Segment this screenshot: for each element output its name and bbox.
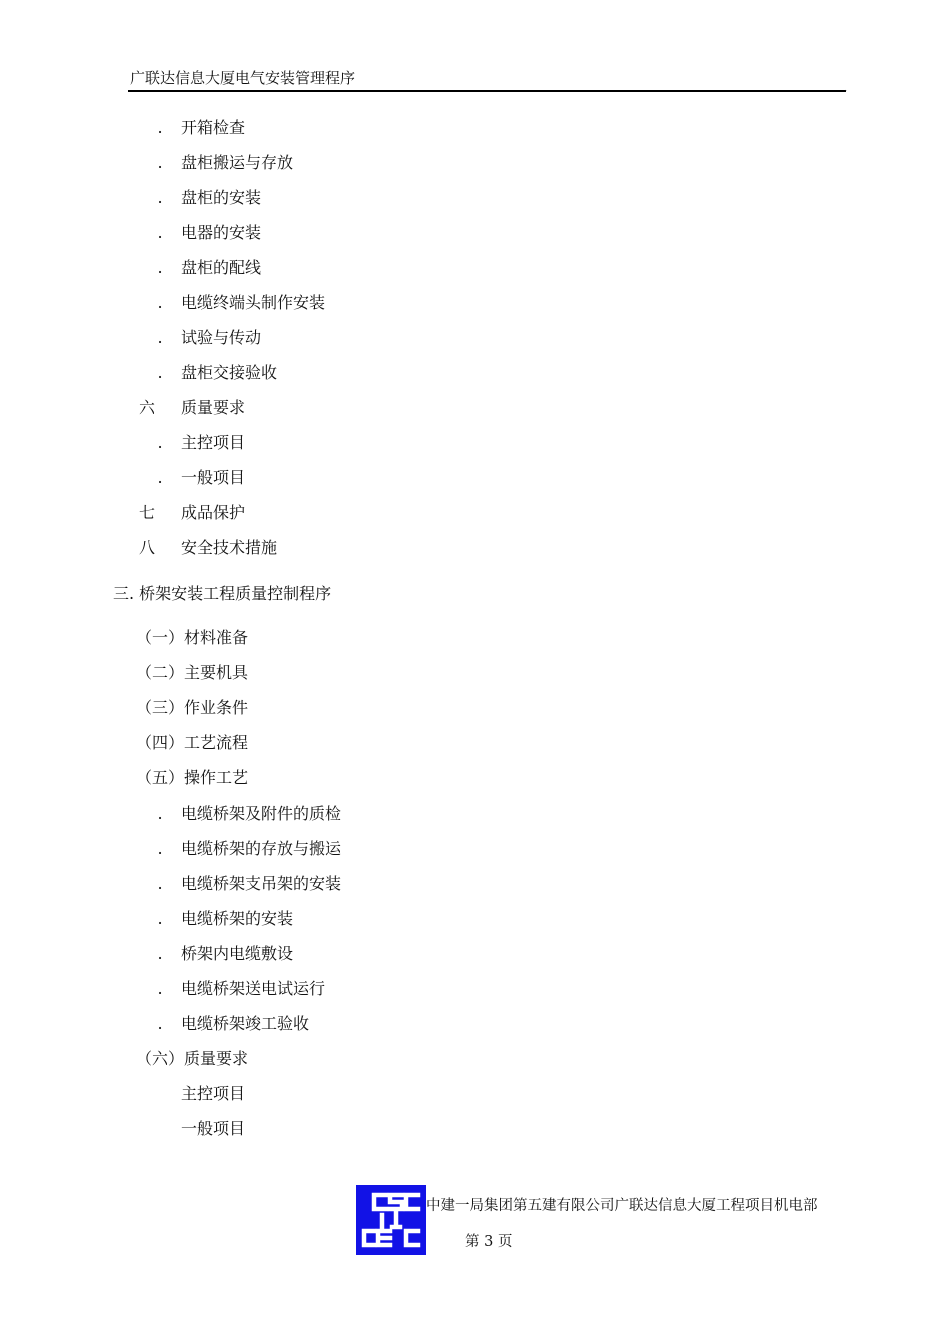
subsection-label: （四）工艺流程 [136,733,249,752]
bullet: . [157,328,163,347]
list-item-label: 一般项目 [181,468,246,487]
section-heading: 三. 桥架安装工程质量控制程序 [113,584,332,603]
list-item-label: 开箱检查 [181,118,246,137]
bullet: . [157,433,163,452]
item-number: 八 [139,538,156,557]
bullet: . [157,293,163,312]
list-item-label: 试验与传动 [181,328,262,347]
cscec-logo-icon [356,1185,426,1255]
item-number: 七 [139,503,156,522]
bullet: . [157,804,163,823]
bullet: . [157,153,163,172]
bullet: . [157,258,163,277]
list-item-label: 电缆桥架竣工验收 [181,1014,310,1033]
bullet: . [157,979,163,998]
subsection-label: （三）作业条件 [136,698,249,717]
list-item-label: 电缆桥架的存放与搬运 [181,839,342,858]
item-label: 质量要求 [181,398,246,417]
list-item-label: 电器的安装 [181,223,262,242]
list-item-label: 盘柜交接验收 [181,363,278,382]
subsection-label: （六）质量要求 [136,1049,249,1068]
header-title: 广联达信息大厦电气安装管理程序 [130,69,356,87]
bullet: . [157,909,163,928]
list-item-label: 电缆桥架送电试运行 [181,979,326,998]
bullet: . [157,874,163,893]
list-item-label: 电缆桥架及附件的质检 [181,804,342,823]
list-item-label: 一般项目 [181,1119,246,1138]
item-number: 六 [139,398,156,417]
list-item-label: 盘柜的安装 [181,188,262,207]
bullet: . [157,944,163,963]
subsection-label: （一）材料准备 [136,628,249,647]
subsection-label: （五）操作工艺 [136,768,249,787]
list-item-label: 电缆终端头制作安装 [181,293,326,312]
list-item-label: 电缆桥架的安装 [181,909,294,928]
list-item-label: 盘柜搬运与存放 [181,153,294,172]
bullet: . [157,118,163,137]
bullet: . [157,363,163,382]
page-header [128,68,846,92]
list-item-label: 主控项目 [181,433,246,452]
list-item-label: 电缆桥架支吊架的安装 [181,874,342,893]
subsection-label: （二）主要机具 [136,663,249,682]
bullet: . [157,223,163,242]
bullet: . [157,839,163,858]
list-item-label: 主控项目 [181,1084,246,1103]
list-item-label: 盘柜的配线 [181,258,262,277]
item-label: 成品保护 [181,503,246,522]
header-mark: . [844,84,847,93]
list-item-label: 桥架内电缆敷设 [181,944,294,963]
item-label: 安全技术措施 [181,538,278,557]
bullet: . [157,1014,163,1033]
bullet: . [157,468,163,487]
footer-company: 中建一局集团第五建有限公司广联达信息大厦工程项目机电部 [426,1198,818,1214]
bullet: . [157,188,163,207]
page-number: 第 3 页 [465,1234,513,1250]
company-logo [356,1185,426,1255]
